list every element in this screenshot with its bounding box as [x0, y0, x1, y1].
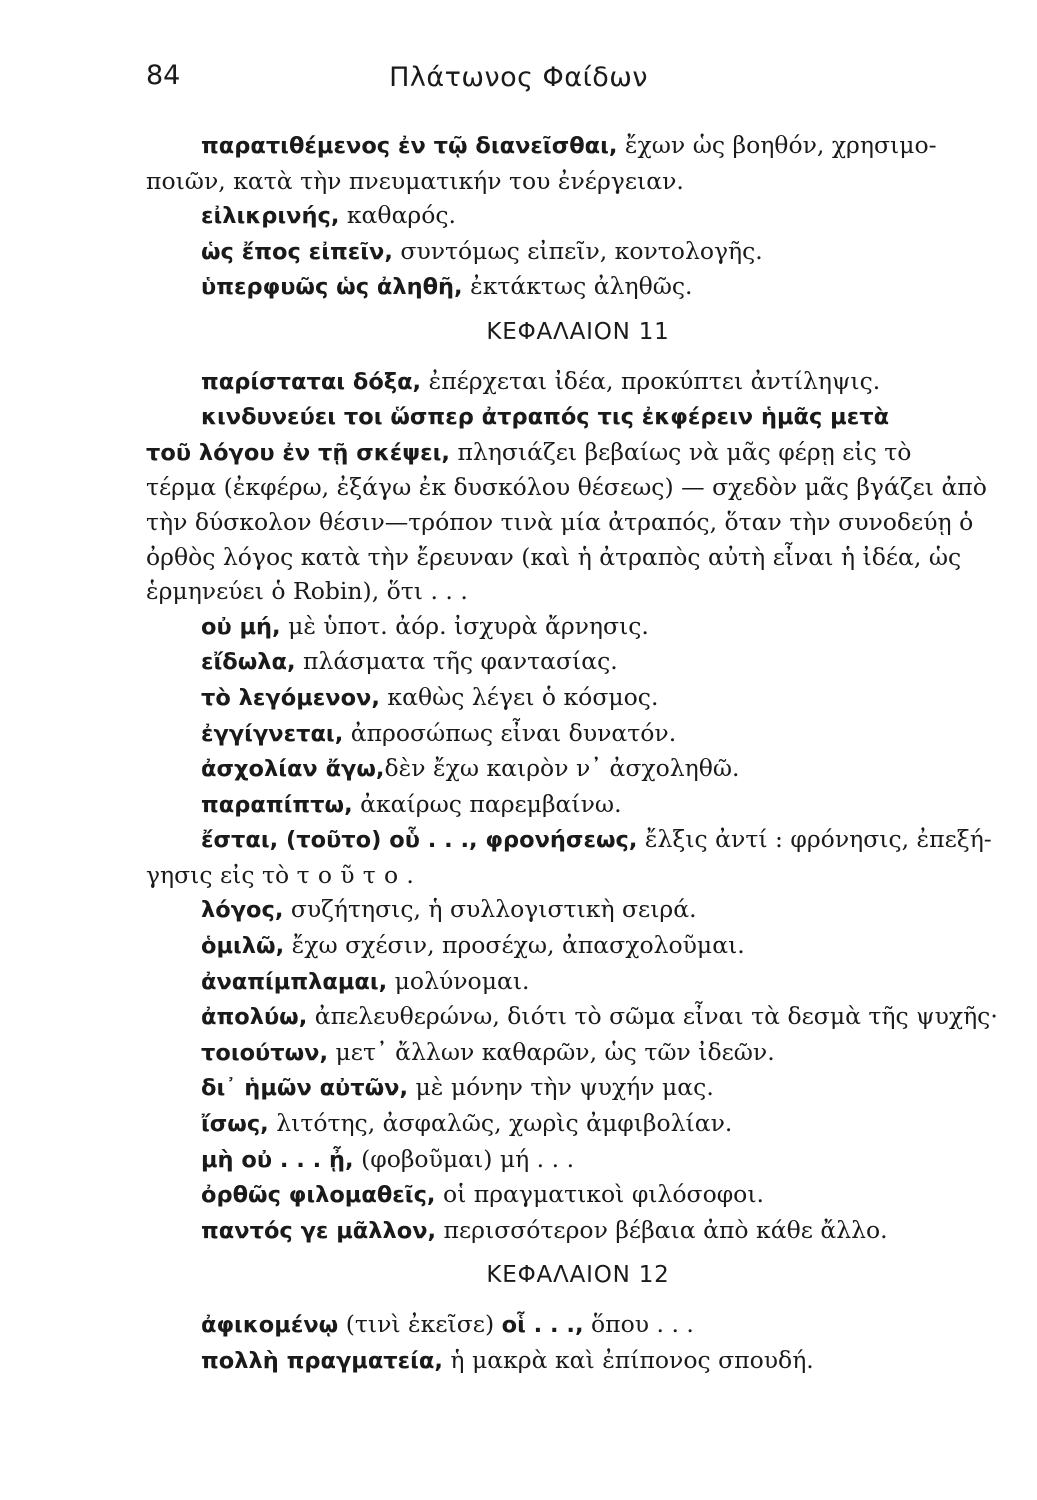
entry-term: ἀφικομένῳ: [201, 1312, 339, 1338]
entry-gloss: ἀπροσώπως εἶναι δυνατόν.: [343, 718, 677, 747]
commentary-text: [146, 128, 1010, 1378]
entry-term: ὡς ἔπος εἰπεῖν,: [201, 238, 393, 265]
entry-term: εἰλικρινής,: [201, 203, 340, 230]
entry-gloss: ποιῶν, κατὰ τὴν πνευματικήν του ἐνέργειαν.: [146, 166, 684, 195]
entry-term: εἴδωλα,: [201, 649, 296, 676]
entry-gloss: μὲ ὑποτ. ἀόρ. ἰσχυρὰ ἄρνησις.: [280, 611, 649, 640]
entry-term: λόγος,: [201, 897, 284, 924]
entry-line: [146, 1177, 1010, 1213]
entry-gloss: ἔλξις ἀντί : φρόνησις, ἐπεξή-: [637, 825, 992, 854]
entry-gloss: ἔχω σχέσιν, προσέχω, ἀπασχολοῦμαι.: [284, 931, 745, 960]
entry-gloss: ἑρμηνεύει ὁ Robin), ὅτι . . .: [146, 577, 468, 606]
entry-term: τὸ λεγόμενον,: [201, 684, 380, 711]
entry-line: [146, 999, 1010, 1035]
entry-line: [146, 751, 1010, 787]
entry-gloss: δὲν ἔχω καιρὸν ν᾽ ἀσχοληθῶ.: [384, 754, 740, 783]
entry-line: [146, 1106, 1010, 1142]
entry-gloss: καθαρός.: [339, 201, 457, 230]
entry-line: [146, 680, 1010, 716]
entry-gloss: (φοβοῦμαι) μή . . .: [353, 1144, 575, 1173]
entry-term: παρατιθέμενος ἐν τῷ διανεῖσθαι,: [201, 133, 618, 159]
entry-line: [146, 198, 1010, 234]
entry-term: παραπίπτω,: [201, 791, 353, 818]
entry-line: [146, 399, 1010, 435]
entry-gloss: ἔχων ὡς βοηθόν, χρησιμο-: [617, 131, 937, 159]
entry-term: οὐ μή,: [201, 613, 281, 640]
continuation-line: [146, 164, 1010, 199]
entry-line: [146, 892, 1010, 928]
continuation-line: [146, 470, 1010, 505]
entry-gloss: συζήτησις, ἡ συλλογιστικὴ σειρά.: [283, 895, 697, 924]
entry-gloss: πλησιάζει βεβαίως νὰ μᾶς φέρῃ εἰς τὸ: [449, 437, 912, 466]
entry-gloss: τέρμα (ἐκφέρω, ἐξάγω ἐκ δυσκόλου θέσεως) — σχεδὸν μᾶς βγάζει ἀπὸ: [146, 473, 987, 502]
entry-term: ἐγγίγνεται,: [201, 720, 344, 747]
entry-gloss: περισσότερον βέβαια ἀπὸ κάθε ἄλλο.: [436, 1215, 888, 1244]
chapter-heading: ΚΕΦΑΛΑΙΟΝ 12: [486, 1262, 670, 1289]
entry-gloss: ἀκαίρως παρεμβαίνω.: [352, 789, 622, 818]
continuation-line: [146, 574, 1010, 609]
entry-line: [146, 364, 1010, 400]
entry-term: παντός γε μᾶλλον,: [201, 1217, 437, 1244]
entry-term: ἀναπίμπλαμαι,: [201, 968, 388, 995]
continuation-line: [146, 540, 1010, 575]
continuation-line: [146, 505, 1010, 540]
entry-line: [146, 234, 1010, 270]
entry-gloss: ἐπέρχεται ἰδέα, προκύπτει ἀντίληψις.: [421, 366, 881, 395]
entry-gloss: οἱ πραγματικοὶ φιλόσοφοι.: [435, 1180, 765, 1209]
entry-term: τοῦ λόγου ἐν τῇ σκέψει,: [146, 439, 450, 466]
entry-term: πολλὴ πραγματεία,: [201, 1347, 443, 1374]
entry-term: ὀρθῶς φιλομαθεῖς,: [201, 1182, 436, 1209]
continuation-line: [146, 858, 1010, 893]
continuation-line: [146, 435, 1010, 471]
entry-line: [146, 1307, 1010, 1343]
entry-line: [146, 1213, 1010, 1249]
page-number: 84: [146, 60, 181, 91]
entry-term: ἔσται, (τοῦτο) οὗ . . ., φρονήσεως,: [201, 827, 638, 854]
entry-gloss: μετ᾽ ἄλλων καθαρῶν, ὡς τῶν ἰδεῶν.: [328, 1037, 775, 1066]
entry-line: [146, 822, 1010, 858]
entry-term: δι᾽ ἡμῶν αὐτῶν,: [201, 1075, 409, 1102]
running-head: Πλάτωνος Φαίδων: [389, 62, 648, 93]
entry-term: ἀσχολίαν ἄγω,: [201, 756, 385, 783]
entry-line: [146, 609, 1010, 645]
entry-gloss: μὲ μόνην τὴν ψυχήν μας.: [408, 1073, 714, 1102]
entry-gloss: ὀρθὸς λόγος κατὰ τὴν ἔρευναν (καὶ ἡ ἀτραπὸς αὐτὴ εἶναι ἡ ἰδέα, ὡς: [146, 542, 962, 571]
entry-gloss: καθὼς λέγει ὁ κόσμος.: [379, 682, 659, 711]
entry-line: [146, 964, 1010, 1000]
entry-term: κινδυνεύει τοι ὥσπερ ἀτραπός τις ἐκφέρειν ἡμᾶς μετὰ: [201, 404, 890, 431]
entry-gloss: ἐκτάκτως ἀληθῶς.: [462, 272, 693, 301]
entry-gloss: ἀπελευθερώνω, διότι τὸ σῶμα εἶναι τὰ δεσμὰ τῆς ψυχῆς·: [307, 1002, 998, 1031]
entry-term: οἷ . . .,: [501, 1312, 584, 1338]
entry-term: παρίσταται δόξα,: [201, 368, 422, 395]
entry-line: [146, 1142, 1010, 1178]
entry-line: [146, 644, 1010, 680]
entry-term: ὁμιλῶ,: [201, 933, 285, 960]
entry-term: ἀπολύω,: [201, 1004, 308, 1031]
entry-line: [146, 1343, 1010, 1379]
spaced-word: τοῦτο.: [296, 860, 423, 889]
chapter-heading: ΚΕΦΑΛΑΙΟΝ 11: [486, 318, 670, 345]
entry-line: [146, 1035, 1010, 1071]
entry-gloss: συντόμως εἰπεῖν, κοντολογῆς.: [392, 236, 763, 265]
entry-line: [146, 716, 1010, 752]
entry-line: [146, 269, 1010, 305]
entry-line: [146, 1070, 1010, 1106]
entry-term: ἴσως,: [201, 1111, 269, 1138]
entry-gloss: (τινὶ ἐκεῖσε): [338, 1310, 502, 1338]
entry-line: [146, 128, 1010, 164]
entry-gloss: πλάσματα τῆς φαντασίας.: [295, 647, 618, 676]
entry-term: τοιούτων,: [201, 1039, 329, 1066]
entry-gloss: λιτότης, ἀσφαλῶς, χωρὶς ἀμφιβολίαν.: [268, 1109, 733, 1138]
entry-line: [146, 787, 1010, 823]
entry-term: ὑπερφυῶς ὡς ἀληθῆ,: [201, 274, 463, 301]
entry-line: [146, 928, 1010, 964]
entry-gloss: τὴν δύσκολον θέσιν—τρόπον τινὰ μία ἀτραπός, ὅταν τὴν συνοδεύῃ ὁ: [146, 507, 974, 536]
entry-gloss: ἡ μακρὰ καὶ ἐπίπονος σπουδή.: [442, 1345, 814, 1374]
entry-term: μὴ οὐ . . . ᾖ,: [201, 1146, 354, 1173]
entry-gloss: ὅπου . . .: [583, 1310, 694, 1338]
entry-gloss: γησις εἰς τὸ: [146, 860, 297, 889]
entry-gloss: μολύνομαι.: [387, 966, 530, 995]
